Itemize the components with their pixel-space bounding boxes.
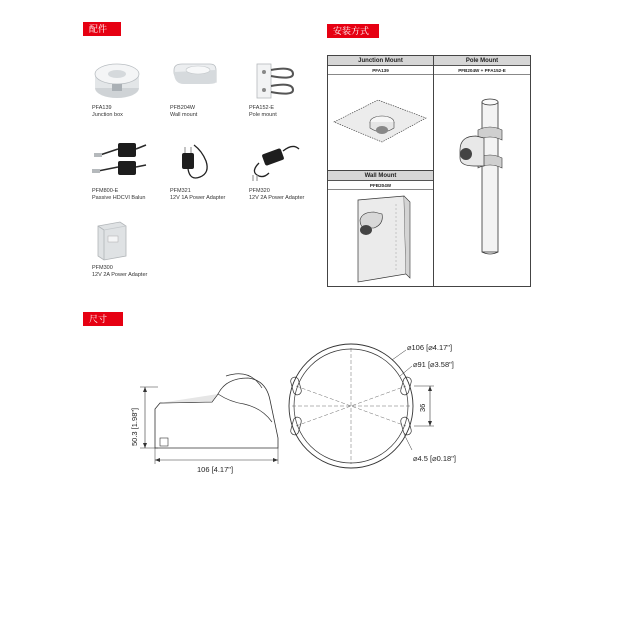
accessory-code: PFM321	[170, 188, 191, 194]
accessory-desc: 12V 1A Power Adapter	[170, 195, 226, 201]
accessory-code: PFM800-E	[92, 188, 119, 194]
accessory-power-supply-box	[92, 218, 164, 279]
dimension-drawing	[0, 330, 620, 490]
height-dimension-label: 50.3 [1.98"]	[130, 407, 139, 446]
installation-table	[327, 55, 531, 287]
dimensions-section-title: 尺寸	[83, 312, 123, 326]
accessory-code: PFA152-E	[249, 105, 275, 111]
accessory-code: PFB204W	[170, 105, 196, 111]
installation-section-title: 安装方式	[327, 24, 379, 38]
pole-mount-icon	[249, 60, 299, 102]
table-divider	[433, 56, 434, 286]
pole-mount-header: Pole Mount	[434, 56, 530, 66]
accessory-wall-mount	[170, 60, 242, 119]
accessory-power-adapter-2a	[249, 137, 321, 202]
junction-box-icon	[92, 60, 142, 102]
accessory-junction-box	[92, 60, 164, 119]
wall-mount-icon	[170, 60, 220, 102]
accessory-desc: Wall mount	[170, 112, 198, 118]
accessories-section-title: 配件	[83, 22, 121, 36]
accessory-desc: Junction box	[92, 112, 123, 118]
accessory-code: PFA139	[92, 105, 112, 111]
wall-mount-header: Wall Mount	[328, 171, 433, 181]
junction-mount-header: Junction Mount	[328, 56, 433, 66]
width-dimension-label: 106 [4.17"]	[197, 465, 234, 474]
accessory-code: PFM300	[92, 265, 113, 271]
wall-mount-model: PFB204W	[328, 181, 433, 190]
power-supply-box-icon	[92, 218, 132, 262]
outer-diameter-label: ⌀106 [⌀4.17"]	[407, 343, 453, 352]
accessory-balun	[92, 137, 164, 202]
accessory-desc: Pole mount	[249, 112, 277, 118]
accessory-pole-mount	[249, 60, 321, 119]
accessory-code: PFM320	[249, 188, 270, 194]
hole-diameter-label: ⌀4.5 [⌀0.18"]	[413, 454, 456, 463]
accessory-desc: 12V 2A Power Adapter	[249, 195, 305, 201]
junction-mount-illustration	[330, 78, 430, 164]
accessory-power-adapter-1a	[170, 137, 242, 202]
accessory-desc: Passive HDCVI Balun	[92, 195, 146, 201]
wall-mount-illustration	[348, 194, 418, 284]
pole-mount-illustration	[438, 80, 528, 280]
junction-mount-model: PFA139	[328, 66, 433, 75]
balun-icon	[92, 137, 148, 185]
hole-circle-label: ⌀91 [⌀3.58"]	[413, 360, 454, 369]
power-adapter-2a-icon	[249, 137, 303, 185]
power-adapter-icon	[170, 137, 220, 185]
hole-spacing-label: 36	[418, 403, 427, 412]
pole-mount-model: PFB204W + PFA152-E	[434, 66, 530, 75]
side-view	[140, 374, 278, 464]
accessory-desc: 12V 2A Power Adapter	[92, 272, 148, 278]
